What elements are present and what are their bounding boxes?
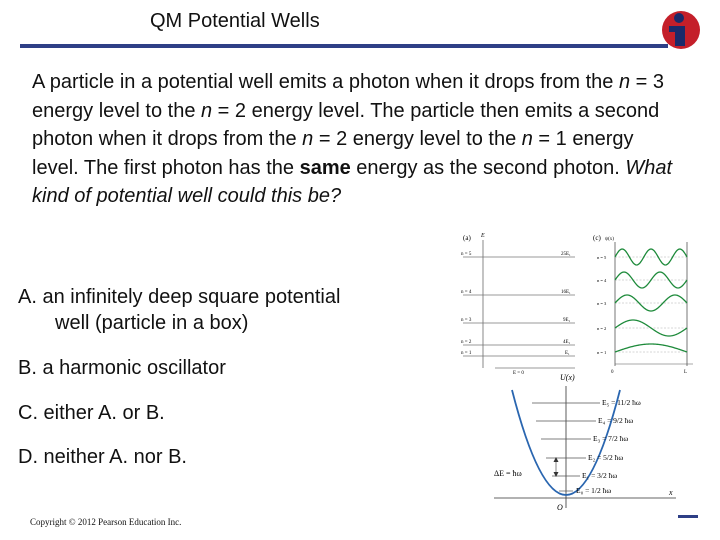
question-part: energy as the second photon. — [350, 156, 626, 179]
question-part: = 1 energy level. The first photon has the — [32, 128, 634, 179]
level-label: n = 4 — [461, 290, 472, 295]
energy-label: E₂ = 5/2 ħω — [588, 453, 624, 462]
title-divider — [20, 44, 668, 48]
question-part: = 2 energy level to the — [313, 128, 522, 150]
level-label: n = 1 — [461, 351, 472, 356]
energy-axis-label: E — [481, 233, 485, 239]
option-c[interactable]: C. either A. or B. — [18, 402, 165, 424]
x-end-label: L — [684, 370, 688, 375]
origin-label: O — [557, 503, 563, 512]
question-prompt: What kind of potential well could this be? — [32, 156, 673, 207]
delta-e-label: ΔE = ħω — [494, 469, 522, 478]
energy-label: E₅ = 11/2 ħω — [602, 398, 641, 407]
option-a-line2: well (particle in a box) — [55, 312, 249, 334]
n-variable: n — [618, 71, 631, 93]
info-logo-icon — [655, 8, 703, 52]
energy-value: 16E₁ — [561, 290, 571, 295]
option-d[interactable]: D. neither A. nor B. — [18, 446, 187, 468]
wavefunction-curves — [615, 249, 687, 352]
wavefunction-baselines — [615, 257, 687, 352]
delta-e-arrow — [554, 457, 559, 477]
level-label: n = 2 — [461, 340, 472, 345]
state-label: n = 5 — [597, 255, 607, 260]
energy-label: E₃ = 7/2 ħω — [593, 434, 629, 443]
footer-accent-bar — [678, 515, 698, 518]
energy-value: 9E₁ — [563, 318, 571, 323]
x-origin-label: 0 — [611, 370, 614, 375]
box-levels — [463, 257, 575, 368]
emphasis-same: same — [299, 156, 351, 179]
state-label: n = 4 — [597, 278, 607, 283]
level-label: n = 3 — [461, 318, 472, 323]
energy-label: E₀ = 1/2 ħω — [576, 486, 612, 495]
n-variable: n — [302, 128, 314, 150]
option-a-line1: A. an infinitely deep square potential — [18, 286, 341, 308]
question-part: = 3 energy level to the — [32, 71, 665, 122]
psi-label: ψ(x) — [605, 237, 614, 242]
slide-title: QM Potential Wells — [150, 10, 320, 32]
harmonic-oscillator-figure — [480, 368, 680, 518]
panel-a-label: (a) — [463, 234, 471, 242]
energy-label: E₄ = 9/2 ħω — [598, 416, 634, 425]
energy-value: E₁ — [565, 351, 570, 356]
question-part: A particle in a potential well emits a photon when it drops from the — [32, 71, 619, 93]
question-text — [32, 68, 682, 211]
option-b[interactable]: B. a harmonic oscillator — [18, 357, 226, 379]
energy-value: 4E₁ — [563, 340, 571, 345]
level-label: n = 5 — [461, 252, 472, 257]
n-variable: n — [521, 128, 533, 150]
particle-in-box-figure — [455, 228, 717, 378]
state-label: n = 1 — [597, 350, 607, 355]
panel-c-label: (c) — [593, 234, 601, 242]
state-label: n = 2 — [597, 326, 607, 331]
copyright-notice: Copyright © 2012 Pearson Education Inc. — [30, 517, 182, 527]
energy-value: 25E₁ — [561, 252, 571, 257]
zero-energy-label: E = 0 — [513, 371, 524, 376]
energy-label: E₁ = 3/2 ħω — [582, 471, 618, 480]
x-axis-label: x — [669, 488, 673, 497]
wavefunction-curve — [615, 344, 687, 352]
state-label: n = 3 — [597, 301, 607, 306]
question-part: = 2 energy level. The particle then emits a second photon when it drops from the — [32, 99, 660, 150]
u-axis-label: U(x) — [560, 373, 575, 382]
option-a[interactable] — [18, 284, 340, 336]
n-variable: n — [201, 99, 213, 122]
